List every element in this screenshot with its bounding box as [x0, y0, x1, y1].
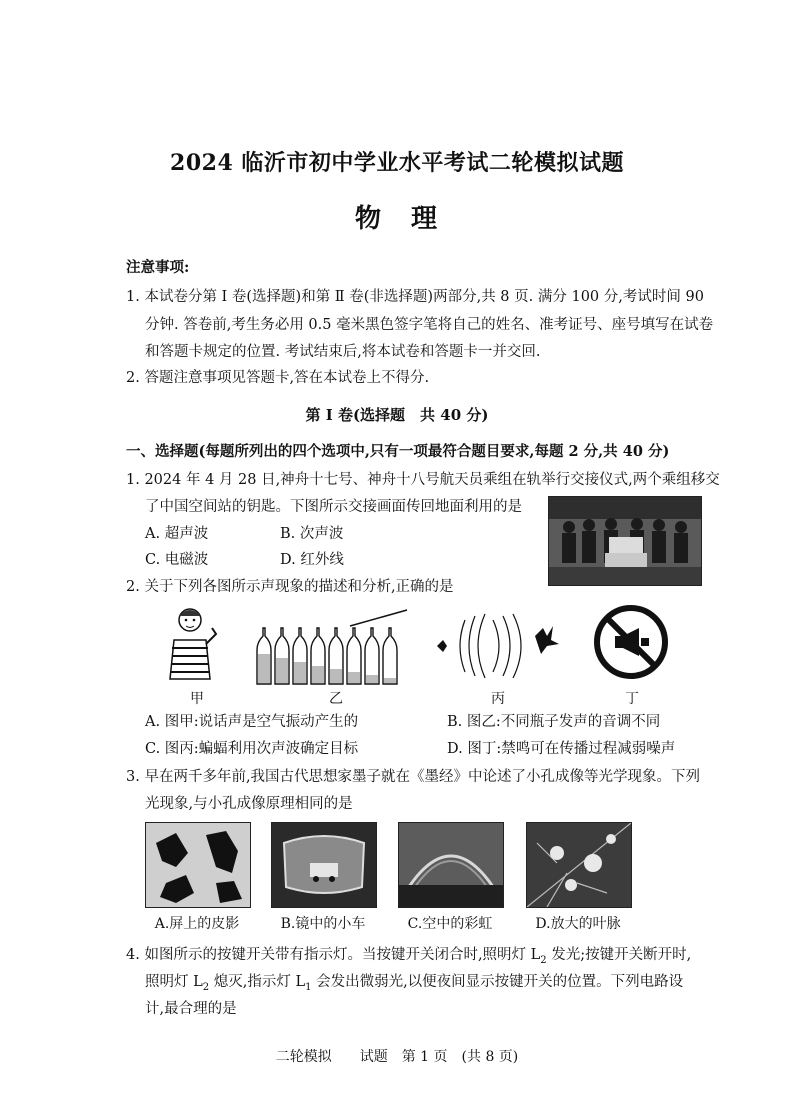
figure-label-ding: 丁	[625, 691, 639, 707]
page-footer: 二轮模拟 试题 第 1 页 (共 8 页)	[275, 1049, 519, 1065]
section-instruction: 一、选择题(每题所列出的四个选项中,只有一项最符合题目要求,每题 2 分,共 40 分)	[126, 443, 670, 460]
notice-item2: 2. 答题注意事项见答题卡,答在本试卷上不得分.	[126, 370, 430, 386]
q3-stem-line2: 光现象,与小孔成像原理相同的是	[145, 796, 353, 812]
q3-caption-a: A.屏上的皮影	[154, 916, 240, 932]
q2-stem: 2. 关于下列各图所示声现象的描述和分析,正确的是	[126, 579, 454, 595]
q4-stem-line3: 计,最合理的是	[145, 1001, 237, 1017]
q1-stem-line1: 1. 2024 年 4 月 28 日,神舟十七号、神舟十八号航天员乘组在轨举行交接仪式,两个乘组移交	[126, 472, 720, 488]
q4-stem-line2: 照明灯 $L_2$ 熄灭,指示灯 $L_1$ 会发出微弱光,以便夜间显示按键开关的位置。下列电路设	[145, 974, 684, 993]
figure-label-bing: 丙	[491, 691, 505, 707]
q2-option-c: C. 图丙:蝙蝠利用次声波确定目标	[145, 741, 359, 757]
figure-label-yi: 乙	[329, 691, 343, 707]
q2-option-a: A. 图甲:说话声是空气振动产生的	[145, 714, 359, 730]
notice-heading: 注意事项:	[126, 259, 190, 276]
figure-bing-bat-echo	[435, 606, 565, 682]
figure-yi-bottles	[255, 604, 415, 686]
q3-photo-shadow-puppet	[145, 822, 251, 908]
figure-jia-boy-speaking	[160, 604, 230, 684]
q3-caption-c: C.空中的彩虹	[407, 916, 493, 932]
q1-stem-line2: 了中国空间站的钥匙。下图所示交接画面传回地面利用的是	[145, 499, 522, 515]
notice-item1-line3: 和答题卡规定的位置. 考试结束后,将本试卷和答题卡一并交回.	[145, 344, 541, 360]
q3-photo-car-mirror	[271, 822, 377, 908]
q2-option-b: B. 图乙:不同瓶子发声的音调不同	[447, 714, 661, 730]
q1-option-a: A. 超声波	[145, 526, 209, 542]
figure-label-jia: 甲	[190, 691, 204, 707]
q3-stem-line1: 3. 早在两千多年前,我国古代思想家墨子就在《墨经》中论述了小孔成像等光学现象。下列	[126, 769, 701, 785]
q4-stem-line1: 4. 如图所示的按键开关带有指示灯。当按键开关闭合时,照明灯 $L_2$ 发光;按键开关断开时,	[126, 947, 692, 966]
subject-title: 物 理	[354, 204, 439, 234]
q2-option-d: D. 图丁:禁鸣可在传播过程减弱噪声	[447, 741, 676, 757]
q3-caption-d: D.放大的叶脉	[535, 916, 621, 932]
figure-ding-no-horn-sign	[593, 604, 669, 680]
notice-item1-line2: 分钟. 答卷前,考生务必用 0.5 毫米黑色签字笔将自己的姓名、准考证号、座号填写在试卷	[145, 317, 714, 333]
section-title: 第 I 卷(选择题 共 40 分)	[305, 406, 489, 424]
notice-item1-line1: 1. 本试卷分第 I 卷(选择题)和第 Ⅱ 卷(非选择题)两部分,共 8 页. 满分 100 分,考试时间 90	[126, 289, 704, 305]
q1-option-c: C. 电磁波	[145, 552, 209, 568]
exam-title: 2024 临沂市初中学业水平考试二轮模拟试题	[170, 150, 624, 176]
q1-option-d: D. 红外线	[280, 552, 344, 568]
q1-astronaut-photo	[548, 496, 702, 586]
q3-caption-b: B.镜中的小车	[280, 916, 366, 932]
q3-photo-rainbow	[398, 822, 504, 908]
q1-option-b: B. 次声波	[280, 526, 344, 542]
q3-photo-leaf-drops	[526, 822, 632, 908]
